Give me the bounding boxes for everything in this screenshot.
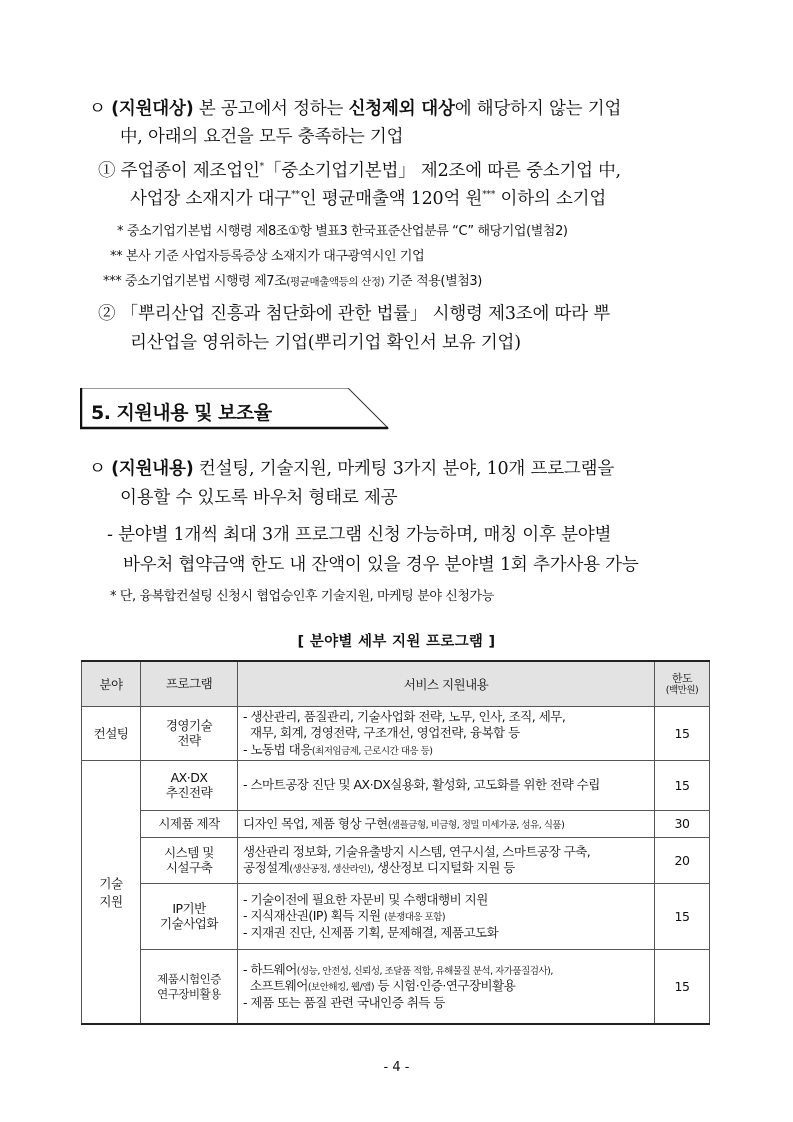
header-field: 분야 bbox=[82, 661, 141, 707]
limit-management: 15 bbox=[655, 707, 710, 761]
program-prototype: 시제품 제작 bbox=[141, 810, 238, 837]
limit-prototype: 30 bbox=[655, 810, 710, 837]
limit-system: 20 bbox=[655, 837, 710, 883]
service-system: 생산관리 정보화, 기술유출방지 시스템, 연구시설, 스마트공장 구축, 공정설계(생산공정, 생산라인), 생산정보 디지털화 지원 등 bbox=[238, 837, 655, 883]
table-header-row bbox=[82, 661, 710, 707]
service-ip: - 기술이전에 필요한 자문비 및 수행대행비 지원 - 지식재산권(IP) 획득 지원 (분쟁대응 포함) - 지재권 진단, 신제품 기획, 문제해결, 제품고도화 bbox=[238, 883, 655, 949]
field-consulting: 컨설팅 bbox=[82, 707, 141, 761]
table-caption: [ 분야별 세부 지원 프로그램 ] bbox=[297, 634, 496, 650]
requirement-2-line-2: 리산업을 영위하는 기업(뿌리기업 확인서 보유 기업) bbox=[130, 333, 521, 353]
service-prototype: 디자인 목업, 제품 형상 구현(샘플금형, 비금형, 정밀 미세가공, 섬유, 식품) bbox=[238, 810, 655, 837]
field-tech-support: 기술 지원 bbox=[82, 760, 141, 1024]
target-line-1: ㅇ (지원대상) 본 공고에서 정하는 신청제외 대상에 해당하지 않는 기업 bbox=[89, 99, 622, 119]
content-note: * 단, 융복합컨설팅 신청시 협업승인후 기술지원, 마케팅 분야 신청가능 bbox=[110, 589, 494, 604]
footnote-2: ** 본사 기준 사업자등록증상 소재지가 대구광역시인 기업 bbox=[110, 249, 425, 264]
content-line-2: 이용할 수 있도록 바우처 형태로 제공 bbox=[120, 488, 398, 508]
header-service: 서비스 지원내용 bbox=[238, 661, 655, 707]
table-row bbox=[82, 707, 710, 761]
table-row bbox=[82, 760, 710, 810]
section-heading bbox=[80, 388, 390, 432]
program-ip: IP기반 기술사업화 bbox=[141, 883, 238, 949]
service-management: - 생산관리, 품질관리, 기술사업화 전략, 노무, 인사, 조직, 세무, 재무, 회계, 경영전략, 구조개선, 영업전략, 융복합 등 - 노동법 대응(최저임금제, 근로시간 대응 등) bbox=[238, 707, 655, 761]
program-testing: 제품시험인증 연구장비활용 bbox=[141, 949, 238, 1024]
footnote-1: * 중소기업기본법 시행령 제8조①항 별표3 한국표준산업분류 “C” 해당기업(별첨2) bbox=[117, 224, 568, 239]
content-detail-1: - 분야별 1개씩 최대 3개 프로그램 신청 가능하며, 매칭 이후 분야별 bbox=[107, 525, 612, 545]
requirement-1-line-1: ① 주업종이 제조업인*「중소기업기본법」 제2조에 따른 중소기업 中, bbox=[98, 161, 621, 181]
footnote-3: *** 중소기업기본법 시행령 제7조(평균매출액등의 산정) 기준 적용(별첨3) bbox=[103, 274, 482, 289]
content-detail-2: 바우처 협약금액 한도 내 잔액이 있을 경우 분야별 1회 추가사용 가능 bbox=[123, 555, 639, 575]
limit-testing: 15 bbox=[655, 949, 710, 1024]
table-row bbox=[82, 949, 710, 1024]
page-number: - 4 - bbox=[383, 1060, 410, 1075]
program-axdx: AX·DX 추진전략 bbox=[141, 760, 238, 810]
service-testing: - 하드웨어(성능, 안전성, 신뢰성, 조달품 적합, 유해물질 분석, 자가품질검사), 소프트웨어(보안해킹, 웹/앱) 등 시험·인증·연구장비활용 - 제품 또는 품질 관련 국내인증 취득 등 bbox=[238, 949, 655, 1024]
program-management: 경영기술 전략 bbox=[141, 707, 238, 761]
table-row bbox=[82, 837, 710, 883]
requirement-2-line-1: ② 「뿌리산업 진흥과 첨단화에 관한 법률」 시행령 제3조에 따라 뿌 bbox=[98, 304, 611, 324]
program-table bbox=[81, 660, 710, 1025]
target-line-2: 中, 아래의 요건을 모두 충족하는 기업 bbox=[120, 127, 404, 147]
program-system: 시스템 및 시설구축 bbox=[141, 837, 238, 883]
limit-axdx: 15 bbox=[655, 760, 710, 810]
table-row bbox=[82, 810, 710, 837]
header-limit: 한도 (백만원) bbox=[655, 661, 710, 707]
requirement-1-line-2: 사업장 소재지가 대구**인 평균매출액 120억 원*** 이하의 소기업 bbox=[130, 189, 607, 209]
header-program: 프로그램 bbox=[141, 661, 238, 707]
limit-ip: 15 bbox=[655, 883, 710, 949]
content-line-1: ㅇ (지원내용) 컨설팅, 기술지원, 마케팅 3가지 분야, 10개 프로그램을 bbox=[89, 459, 615, 479]
table-row bbox=[82, 883, 710, 949]
service-axdx: - 스마트공장 진단 및 AX·DX실용화, 활성화, 고도화를 위한 전략 수립 bbox=[238, 760, 655, 810]
section-title: 5. 지원내용 및 보조율 bbox=[91, 402, 272, 424]
